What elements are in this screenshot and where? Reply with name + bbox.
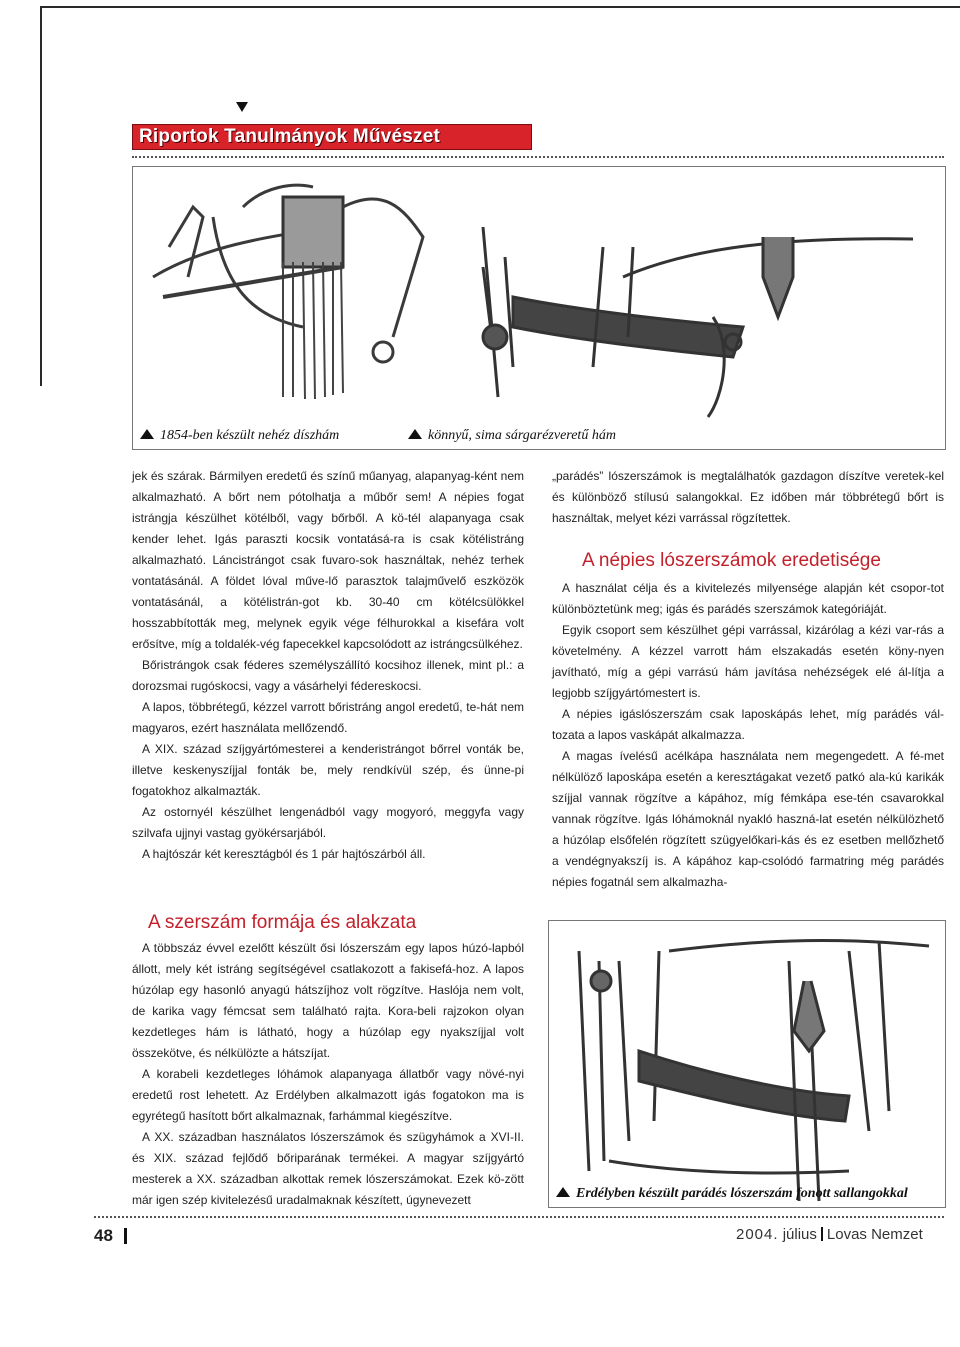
footer-magazine: Lovas Nemzet [826,1226,923,1243]
footer-year: 2004. [736,1226,779,1243]
transylvanian-harness-photo [549,921,945,1207]
paragraph: A lapos, többrétegű, kézzel varrott bőristráng angol eredetű, te-hát nem magyaros, ezért használata mellőzendő. [132,700,524,735]
dotted-divider-bottom [94,1216,944,1218]
section-label-bar [132,124,532,150]
paragraph: A népies igáslószerszám csak laposkápás lehet, míg parádés vál-tozata a lapos vaskápát alkalmazza. [552,707,944,742]
paragraph: Bőristrángok csak féderes személyszállító kocsihoz illenek, mint pl.: a dorozsmai rugóskocsi, vagy a vásárhelyi fédereskocsi. [132,658,524,693]
heavy-harness-illustration [153,185,423,399]
paragraph: A többszáz évvel ezelőtt készült ősi lószerszám egy lapos húzó-lapból állott, mely két istráng segítségével csatlakozott a fakisefá-hoz. A lapos húzólap egy hasonló anyagú hátszíjhoz volt rögzítve. Haslója nem volt, de karika vagy fémcsat sem található rajta. Kora-beli rajzokon olyan kezdetleges hám is látható, hogy a húzólap egy nyakszíjjal volt összekötve, és nélkülözte a hátszíjat. [132,941,524,1060]
paragraph: A XX. században használatos lószerszámok és szügyhámok a XVI-II. és XIX. század fejlődő bőriparának termékei. A magyar szíjgyártó mesterek a XX. században alkottak remek lószerszámokat. Ezek kö-zött már igen szép kivitelezésű uradalmaknak készített, úgynevezett [132,1130,524,1207]
right-column-intro [552,466,944,529]
paragraph: A XIX. század szíjgyártómesterei a kenderistrángot bőrrel vonták be, illetve keskenyszíjjal fonták be, mely rendkívül szép, és ünne-pi fogatokhoz alkalmazták. [132,742,524,798]
photo-caption-right-text: könnyű, sima sárgarézveretű hám [428,428,616,443]
section-label: Riportok Tanulmányok Művészet [139,126,441,147]
paragraph: Egyik csoport sem készülhet gépi varrással, kizárólag a kézi var-rás a követelmény. A kézzel varrott hám elszakadás esetén köny-nyen javítható, míg a gépi varrású hám javítása nehézségek elé ál-lítja a legjobb szíjgyártómestert is. [552,623,944,700]
down-arrow-icon [236,102,248,112]
triangle-icon [556,1187,570,1197]
section-heading-form: A szerszám formája és alakzata [148,912,417,933]
light-harness-illustration [483,227,913,417]
page-number-separator [124,1228,127,1244]
footer-month: július [782,1226,817,1243]
right-column-body [552,578,944,893]
photo-panel-top [132,166,946,450]
paragraph: „parádés” lószerszámok is megtalálhatók gazdagon díszítve veretek-kel és különböző stílusú salangokkal. Ez időben már többrétegű bőrt is használtak, melyet kézi varrással rögzítettek. [552,469,944,525]
photo-caption-right [408,428,616,444]
paragraph: A hajtószár két keresztágból és 1 pár hajtószárból áll. [142,847,426,861]
scan-frame-left [40,6,42,386]
paragraph: jek és szárak. Bármilyen eredetű és színű műanyag, alapanyag-ként nem alkalmazható. A bőrt nem pótolhatja a műbőr sem! A népies fogat istrángja készülhet kötélből, vagy bőrből. A kö-tél alapanyaga csak kender lehet. Igás paraszti kocsik vontatásá-ra is csak kötélistráng alkalmazható. Láncistrángot csak fuvaro-sok használtak, nehéz terhek vontatásánál. A földet lóval műve-lő parasztok talajművelő eszközök vontatásánál, a kötélistrán-got kb. 30-40 cm kötélcsülökkel hosszabbították meg, melynek egyik vége félhurokkal a kisefára volt erősítve, míg a toldalék-vég fapecekkel kapcsolódott az istrángcsülkéhez. [132,469,524,651]
photo-caption-bottom-text: Erdélyben készült parádés lószerszám fonott sallangokkal [576,1186,908,1201]
photo-caption-left-text: 1854-ben készült nehéz díszhám [160,428,340,443]
paragraph: Az ostornyél készülhet lengenádból vagy mogyoró, meggyfa vagy szilvafa ujjnyi vastag gyökérsarjából. [132,805,524,840]
harness-photos-top [133,167,945,449]
photo-caption-left [140,428,339,444]
triangle-icon [408,429,422,439]
paragraph: A használat célja és a kivitelezés milyensége alapján két csopor-tot különböztetünk meg; igás és parádés szerszámok kategóriáját. [552,581,944,616]
left-column-upper [132,466,524,865]
dotted-divider-top [132,156,944,158]
paragraph: A magas ívelésű acélkápa használata nem megengedett. A fé-met nélkülöző laposkápa esetén a keresztágakat vezető patkó ala-kú karikák szíjjal vannak rögzítve a kápához, míg fémkápa ese-tén csavarokkal vannak rögzítve. Igás lóhámoknál nyakló haszná-lat esetén nélkülözhető a húzólap elsőfelén rögzített szügyelőkari-kás és ez esetben mellőzhető a vendégnyakszíj is. A kápához kap-csolódó farmatring még parádés népies fogatnál sem alkalmazha- [552,749,944,889]
left-column-lower [132,938,524,1211]
paragraph: A korabeli kezdetleges lóhámok alapanyaga állatbőr vagy növé-nyi eredetű rost lehetett. Az Erdélyben alkalmazott igás fogatokon ma is egyrétegű hasított bőrt alkalmaznak, farhámmal kiegészítve. [132,1067,524,1123]
footer-issue [736,1226,923,1243]
footer-separator [821,1227,823,1241]
triangle-icon [140,429,154,439]
section-heading-origin: A népies lószerszámok eredetisége [582,550,881,571]
photo-caption-bottom [556,1186,908,1202]
page-number: 48 [94,1226,113,1245]
scan-frame-top [40,6,960,8]
photo-panel-bottom [548,920,946,1208]
